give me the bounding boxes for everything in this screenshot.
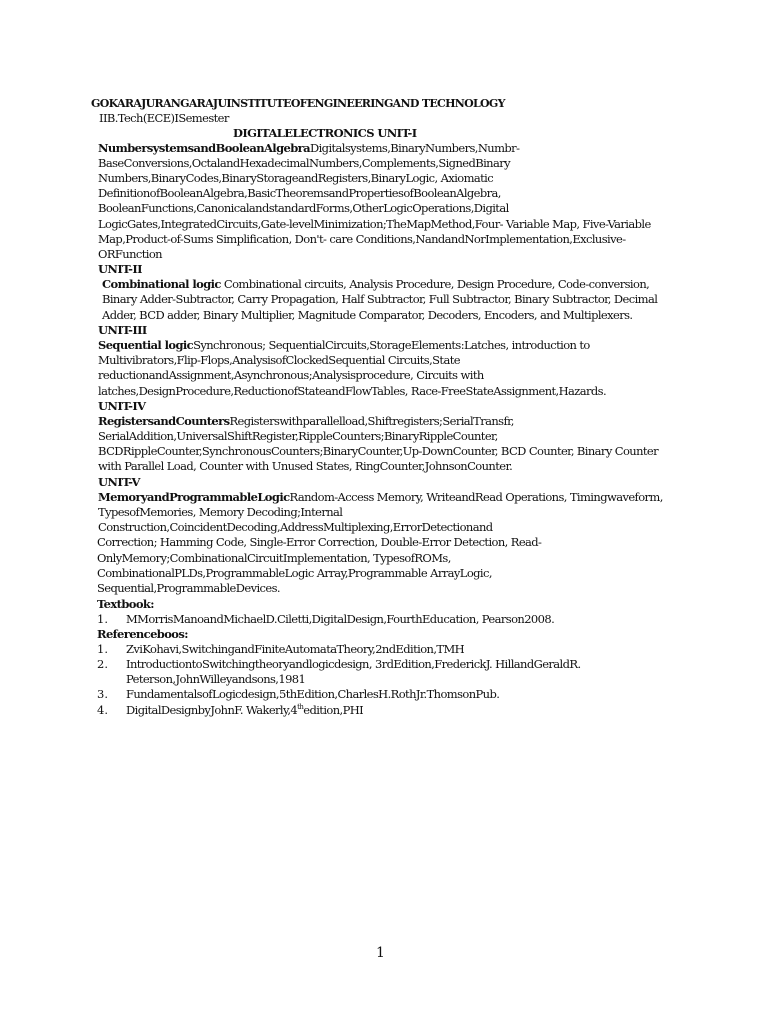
unit5-line-5: CombinationalPLDs,ProgrammableLogic Array,Programmable ArrayLogic, bbox=[97, 566, 492, 580]
course-title: DIGITALELECTRONICS UNIT-I bbox=[233, 126, 417, 140]
reference-1-text: ZviKohavi,SwitchingandFiniteAutomataTheory,2ndEdition,TMH bbox=[126, 642, 465, 656]
reference-4-text-tail: edition,PHI bbox=[303, 703, 364, 717]
unit4-line-1: SerialAddition,UniversalShiftRegister,RippleCounters;BinaryRippleCounter, bbox=[98, 429, 498, 443]
unit5-line-0 bbox=[98, 490, 663, 505]
unit1-text: Digitalsystems,BinaryNumbers,Numbr- bbox=[309, 141, 520, 155]
unit3-text: Synchronous; SequentialCircuits,StorageElements:Latches, introduction to bbox=[193, 338, 590, 352]
unit3-line-2: reductionandAssignment,Asynchronous;Analysisprocedure, Circuits with bbox=[98, 368, 484, 382]
reference-4-number: 4. bbox=[97, 703, 108, 717]
unit5-line-3: Correction; Hamming Code, Single-Error Correction, Double-Error Detection, Read- bbox=[97, 535, 542, 549]
unit5-line-2: Construction,CoincidentDecoding,AddressMultiplexing,ErrorDetectionand bbox=[98, 520, 493, 534]
unit3-line-1: Multivibrators,Flip-Flops,AnalysisofClockedSequential Circuits,State bbox=[98, 353, 460, 367]
unit5-text: Random-Access Memory, WriteandRead Operations, Timingwaveform, bbox=[289, 490, 663, 504]
unit2-text: Combinational circuits, Analysis Procedure, Design Procedure, Code-conversion, bbox=[220, 277, 650, 291]
unit1-line-5: LogicGates,IntegratedCircuits,Gate-levelMinimization;TheMapMethod,Four- Variable Map, Five-Variable bbox=[98, 217, 651, 231]
unit1-line-0 bbox=[98, 141, 519, 156]
unit3-line-0 bbox=[98, 338, 590, 353]
reference-2-number: 2. bbox=[97, 657, 108, 671]
unit4-line-3: with Parallel Load, Counter with Unused States, RingCounter,JohnsonCounter. bbox=[98, 459, 513, 473]
unit1-line-4: BooleanFunctions,CanonicalandstandardForms,OtherLogicOperations,Digital bbox=[98, 201, 509, 215]
unit3-line-3: latches,DesignProcedure,ReductionofStateandFlowTables, Race-FreeStateAssignment,Hazards. bbox=[98, 384, 607, 398]
reference-2-text: IntroductiontoSwitchingtheoryandlogicdesign, 3rdEdition,FrederickJ. HillandGeraldR. bbox=[126, 657, 581, 671]
textbook-heading: Textbook: bbox=[97, 597, 154, 611]
unit4-text: Registerswithparallelload,Shiftregisters;SerialTransfr, bbox=[229, 414, 514, 428]
unit4-heading: UNIT-IV bbox=[98, 399, 146, 413]
unit1-topic: NumbersystemsandBooleanAlgebra bbox=[98, 141, 310, 155]
reference-1-number: 1. bbox=[97, 642, 108, 656]
page-number: 1 bbox=[376, 945, 385, 961]
unit5-line-1: TypesofMemories, Memory Decoding;Internal bbox=[98, 505, 343, 519]
references-heading: Referenceboos: bbox=[97, 627, 188, 641]
unit5-line-6: Sequential,ProgrammableDevices. bbox=[97, 581, 280, 595]
reference-4-text bbox=[126, 703, 363, 718]
reference-2-text-cont: Peterson,JohnWilleyandsons,1981 bbox=[126, 672, 306, 686]
unit1-line-6: Map,Product-of-Sums Simplification, Don't- care Conditions,NandandNorImplementation,Exclusive- bbox=[98, 232, 626, 246]
textbook-item-number: 1. bbox=[97, 612, 108, 626]
textbook-item-text: MMorrisManoandMichaelD.Ciletti,DigitalDesign,FourthEducation, Pearson2008. bbox=[126, 612, 555, 626]
unit4-line-2: BCDRippleCounter,SynchronousCounters;BinaryCounter,Up-DownCounter, BCD Counter, Binary Counter bbox=[98, 444, 659, 458]
unit5-heading: UNIT-V bbox=[98, 475, 140, 489]
unit1-line-3: DefinitionofBooleanAlgebra,BasicTheoremsandPropertiesofBooleanAlgebra, bbox=[98, 186, 501, 200]
unit2-line-2: Adder, BCD adder, Binary Multiplier, Magnitude Comparator, Decoders, Encoders, and Multiplexers. bbox=[102, 308, 633, 322]
unit2-line-1: Binary Adder-Subtractor, Carry Propagation, Half Subtractor, Full Subtractor, Binary Subtractor, Decimal bbox=[102, 292, 658, 306]
unit1-line-2: Numbers,BinaryCodes,BinaryStorageandRegisters,BinaryLogic, Axiomatic bbox=[98, 171, 494, 185]
institute-name: GOKARAJURANGARAJUINSTITUTEOFENGINEERINGAND TECHNOLOGY bbox=[91, 97, 505, 110]
unit2-line-0 bbox=[102, 277, 649, 292]
unit4-topic: RegistersandCounters bbox=[98, 414, 230, 428]
unit4-line-0 bbox=[98, 414, 514, 429]
unit2-topic: Combinational logic bbox=[102, 277, 221, 291]
unit3-topic: Sequential logic bbox=[98, 338, 194, 352]
reference-4-superscript: th bbox=[297, 703, 304, 712]
unit1-line-1: BaseConversions,OctalandHexadecimalNumbers,Complements,SignedBinary bbox=[98, 156, 511, 170]
reference-3-number: 3. bbox=[97, 687, 108, 701]
reference-3-text: FundamentalsofLogicdesign,5thEdition,CharlesH.RothJr.ThomsonPub. bbox=[126, 687, 500, 701]
reference-4-text-main: DigitalDesignbyJohnF. Wakerly,4 bbox=[126, 703, 298, 717]
unit3-heading: UNIT-III bbox=[98, 323, 147, 337]
unit1-line-7: ORFunction bbox=[98, 247, 162, 261]
unit5-topic: MemoryandProgrammableLogic bbox=[98, 490, 290, 504]
unit5-line-4: OnlyMemory;CombinationalCircuitImplementation, TypesofROMs, bbox=[97, 551, 451, 565]
semester-line: IIB.Tech(ECE)ISemester bbox=[99, 111, 229, 125]
unit2-heading: UNIT-II bbox=[98, 262, 142, 276]
